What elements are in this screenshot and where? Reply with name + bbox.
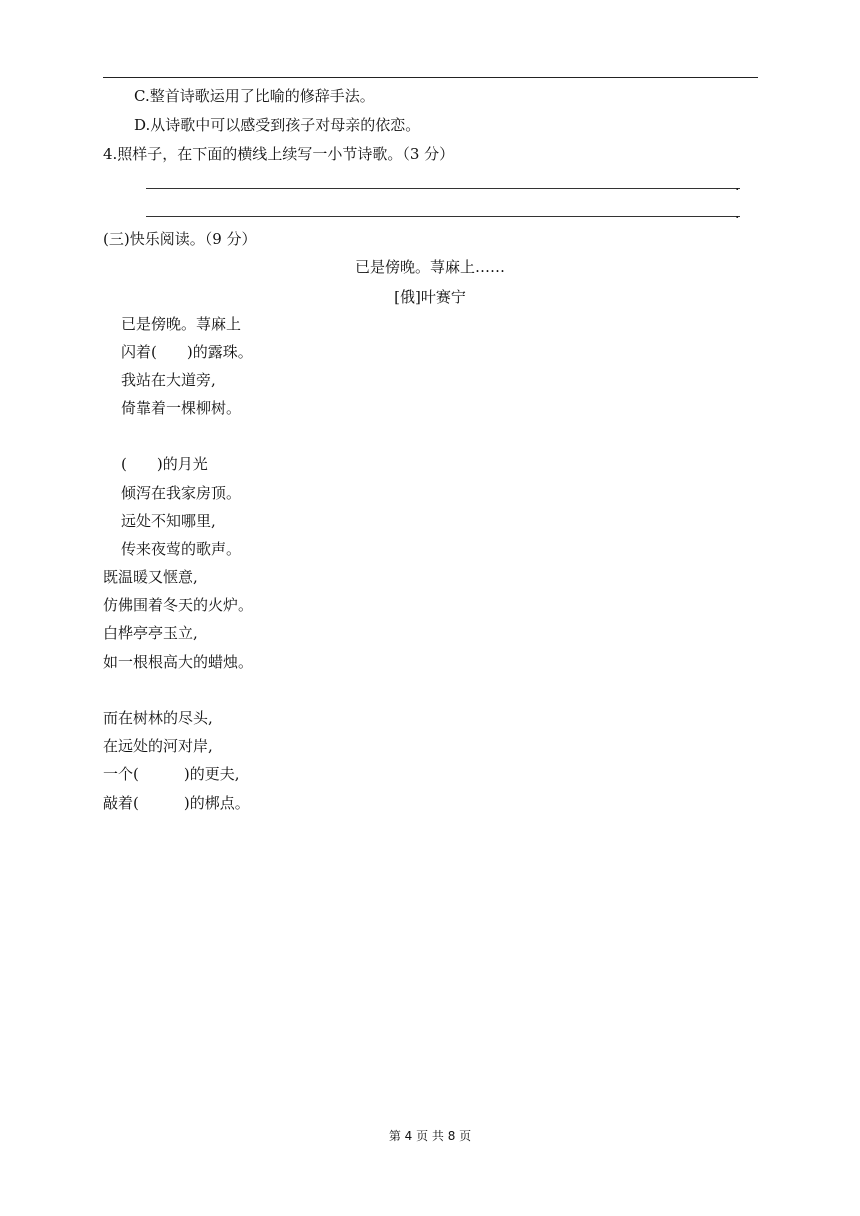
poem-line: 白桦亭亭玉立,	[103, 624, 198, 642]
poem-line: 一个( )的更夫,	[103, 765, 240, 783]
poem-line: 如一根根高大的蜡烛。	[103, 653, 254, 671]
poem-title: 已是傍晚。荨麻上……	[354, 258, 505, 276]
answer-line-2[interactable]	[146, 216, 740, 217]
answer-line-1-period: .	[735, 178, 740, 194]
section-3-heading: (三)快乐阅读。（9 分）	[103, 230, 257, 248]
poem-line: 在远处的河对岸,	[103, 737, 213, 755]
option-c: C.整首诗歌运用了比喻的修辞手法。	[134, 87, 375, 105]
page-footer: 第 4 页 共 8 页	[388, 1129, 472, 1143]
poem-line: 倚靠着一棵柳树。	[121, 399, 242, 417]
poem-line: 而在树林的尽头,	[103, 709, 213, 727]
poem-line: 仿佛围着冬天的火炉。	[103, 596, 254, 614]
poem-line: 传来夜莺的歌声。	[121, 540, 242, 558]
poem-line: 既温暖又惬意,	[103, 568, 198, 586]
poem-line: 闪着( )的露珠。	[121, 343, 253, 361]
question-4: 4.照样子，在下面的横线上续写一小节诗歌。（3 分）	[103, 145, 455, 163]
poem-line: ( )的月光	[121, 455, 208, 473]
answer-line-2-period: .	[735, 206, 740, 222]
answer-line-1[interactable]	[146, 188, 740, 189]
top-divider	[103, 77, 758, 78]
poem-author: [俄]叶赛宁	[394, 288, 466, 306]
poem-line: 我站在大道旁,	[121, 371, 216, 389]
poem-line: 敲着( )的梆点。	[103, 794, 250, 812]
poem-line: 已是傍晚。荨麻上	[121, 315, 242, 333]
poem-line: 倾泻在我家房顶。	[121, 484, 242, 502]
option-d: D.从诗歌中可以感受到孩子对母亲的依恋。	[134, 116, 421, 134]
poem-line: 远处不知哪里,	[121, 512, 216, 530]
